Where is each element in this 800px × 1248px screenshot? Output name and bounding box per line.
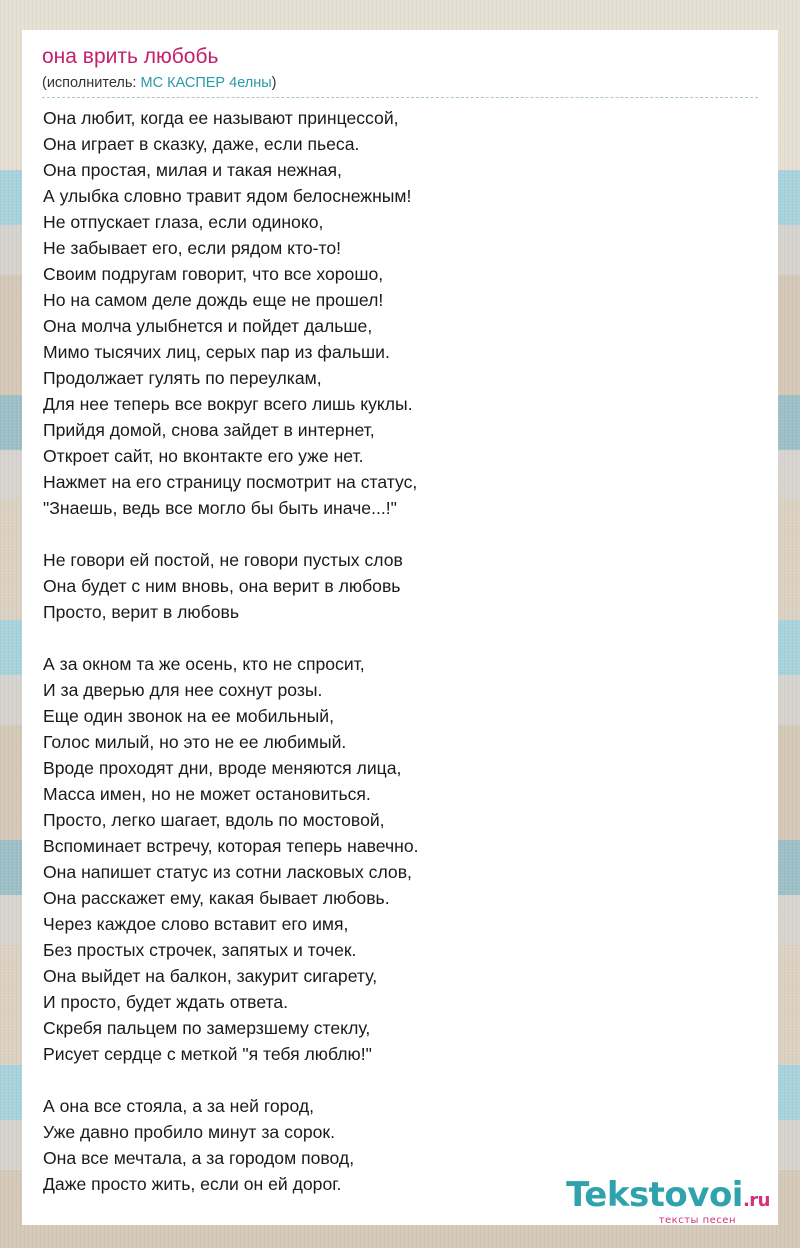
lyric-line: Она молча улыбнется и пойдет дальше, xyxy=(43,316,373,336)
lyric-line: Она простая, милая и такая нежная, xyxy=(43,160,342,180)
lyric-line: Уже давно пробило минут за сорок. xyxy=(43,1122,336,1142)
performer-line xyxy=(42,73,758,98)
lyric-line: Скребя пальцем по замерзшему стеклу, xyxy=(43,1018,371,1038)
lyric-line: Не отпускает глаза, если одиноко, xyxy=(43,212,324,232)
song-header xyxy=(42,44,758,98)
lyric-line: Без простых строчек, запятых и точек. xyxy=(43,940,357,960)
lyric-line: И за дверью для нее сохнут розы. xyxy=(43,680,323,700)
lyric-line: Просто, верит в любовь xyxy=(43,602,239,622)
lyric-line: Продолжает гулять по переулкам, xyxy=(43,368,322,388)
lyric-line: И просто, будет ждать ответа. xyxy=(43,992,289,1012)
performer-suffix: ) xyxy=(271,75,277,91)
lyric-line: Вспоминает встречу, которая теперь навечно. xyxy=(43,836,419,856)
lyric-line: Прийдя домой, снова зайдет в интернет, xyxy=(43,420,375,440)
lyric-line: Она напишет статус из сотни ласковых слов, xyxy=(43,862,412,882)
lyric-line: Рисует сердце с меткой "я тебя люблю!" xyxy=(43,1044,372,1064)
lyric-line: Голос милый, но это не ее любимый. xyxy=(43,732,347,752)
lyric-line: Для нее теперь все вокруг всего лишь куклы. xyxy=(43,394,413,414)
lyric-line: Просто, легко шагает, вдоль по мостовой, xyxy=(43,810,385,830)
lyric-line: А улыбка словно травит ядом белоснежным! xyxy=(43,186,412,206)
lyric-line: Не забывает его, если рядом кто-то! xyxy=(43,238,342,258)
logo-tagline: тексты песен xyxy=(658,1215,736,1226)
lyric-line: Она любит, когда ее называют принцессой, xyxy=(43,108,399,128)
logo-wordmark xyxy=(566,1177,770,1219)
lyrics-card xyxy=(22,30,778,1225)
lyric-line: А за окном та же осень, кто не спросит, xyxy=(43,654,365,674)
lyric-line: Не говори ей постой, не говори пустых слов xyxy=(43,550,403,570)
lyric-line: Масса имен, но не может остановиться. xyxy=(43,784,371,804)
logo-main-text: Tekstovoi xyxy=(566,1175,743,1215)
lyric-line: Своим подругам говорит, что все хорошо, xyxy=(43,264,384,284)
lyric-line: Даже просто жить, если он ей дорог. xyxy=(43,1174,342,1194)
lyric-line: Мимо тысячих лиц, серых пар из фальши. xyxy=(43,342,390,362)
lyric-line: Она играет в сказку, даже, если пьеса. xyxy=(43,134,360,154)
lyric-line: Она расскажет ему, какая бывает любовь. xyxy=(43,888,390,908)
lyric-line: Еще один звонок на ее мобильный, xyxy=(43,706,335,726)
stanza xyxy=(43,547,759,625)
performer-link[interactable]: MC КАСПЕР 4елны xyxy=(140,75,272,91)
lyric-line: Она все мечтала, а за городом повод, xyxy=(43,1148,355,1168)
song-title: она врить любобь xyxy=(42,45,219,68)
site-logo[interactable] xyxy=(566,1177,770,1226)
lyric-line: Она выйдет на балкон, закурит сигарету, xyxy=(43,966,378,986)
lyric-line: "Знаешь, ведь все могло бы быть иначе...!" xyxy=(43,498,397,518)
lyric-line: Но на самом деле дождь еще не прошел! xyxy=(43,290,384,310)
lyric-line: Нажмет на его страницу посмотрит на статус, xyxy=(43,472,418,492)
performer-prefix: (исполнитель: xyxy=(42,75,141,91)
stanza xyxy=(43,105,759,521)
lyric-line: Она будет с ним вновь, она верит в любовь xyxy=(43,576,401,596)
stanza xyxy=(43,651,759,1067)
lyrics-body xyxy=(43,105,759,1223)
lyric-line: Откроет сайт, но вконтакте его уже нет. xyxy=(43,446,364,466)
lyric-line: Через каждое слово вставит его имя, xyxy=(43,914,349,934)
lyric-line: А она все стояла, а за ней город, xyxy=(43,1096,314,1116)
logo-tld: .ru xyxy=(742,1190,770,1211)
lyric-line: Вроде проходят дни, вроде меняются лица, xyxy=(43,758,402,778)
